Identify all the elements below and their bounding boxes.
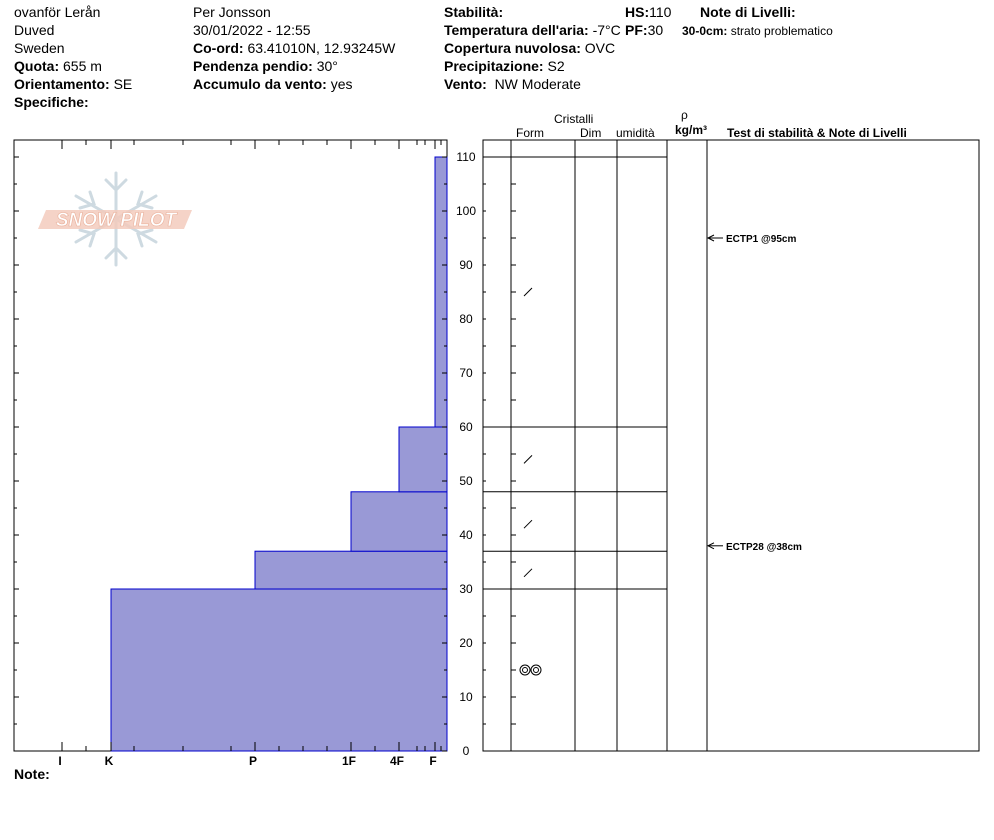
slope-label: Pendenza pendio: <box>193 58 313 74</box>
grain-symbol <box>531 665 541 675</box>
elevation-value: 655 m <box>63 58 102 74</box>
tests-notes-header: Test di stabilità & Note di Livelli <box>727 126 907 140</box>
layer-bar <box>111 589 447 751</box>
observer: Per Jonsson <box>193 4 271 20</box>
layer-notes-label: Note di Livelli: <box>700 4 796 20</box>
specifics-label: Specifiche: <box>14 94 89 110</box>
moisture-header: umidità <box>616 126 655 140</box>
layer-note-text: strato problematico <box>730 24 833 38</box>
precip-label: Precipitazione: <box>444 58 544 74</box>
depth-label: 70 <box>459 366 473 380</box>
windload-label: Accumulo da vento: <box>193 76 327 92</box>
test-label: ECTP1 @95cm <box>726 234 797 245</box>
depth-label: 50 <box>459 474 473 488</box>
slope-value: 30° <box>316 58 338 74</box>
aspect-value: SE <box>113 76 133 92</box>
grain-symbol <box>523 668 528 673</box>
density-unit: kg/m³ <box>675 123 708 137</box>
grain-symbol <box>524 520 532 528</box>
wind-value: NW Moderate <box>494 76 581 92</box>
notes-label: Note: <box>14 766 50 782</box>
stability-label: Stabilità: <box>444 4 504 20</box>
grain-symbol <box>524 569 532 577</box>
hardness-label: F <box>429 754 437 768</box>
depth-label: 60 <box>459 420 473 434</box>
logo-text: SNOW PILOT <box>55 210 177 231</box>
depth-label: 0 <box>462 744 470 758</box>
hardness-label: 1F <box>341 754 357 768</box>
depth-label: 10 <box>459 690 473 704</box>
depth-label: 80 <box>459 312 473 326</box>
hardness-label: I <box>58 754 62 768</box>
pf-value: 30 <box>647 22 664 38</box>
depth-label: 90 <box>459 258 473 272</box>
depth-label: 110 <box>456 150 476 164</box>
layer-table <box>456 140 979 758</box>
grain-symbol <box>534 668 539 673</box>
cloud-value: OVC <box>584 40 616 56</box>
crystals-header: Cristalli <box>554 112 594 126</box>
layer-bar <box>255 551 447 589</box>
hs-value: 110 <box>649 4 672 20</box>
grain-symbol <box>520 665 530 675</box>
windload-value: yes <box>330 76 353 92</box>
layer-note-range: 30-0cm: <box>682 24 728 38</box>
form-header: Form <box>516 126 544 140</box>
hardness-profile <box>14 140 447 768</box>
table-frame <box>483 140 979 751</box>
grain-symbol <box>524 455 532 463</box>
wind-label: Vento: <box>444 76 487 92</box>
depth-label: 30 <box>459 582 473 596</box>
precip-value: S2 <box>547 58 565 74</box>
datetime: 30/01/2022 - 12:55 <box>193 22 311 38</box>
cloud-label: Copertura nuvolosa: <box>444 40 581 56</box>
region: Duved <box>14 22 55 38</box>
hardness-label: P <box>248 754 258 768</box>
airtemp-value: -7°C <box>592 22 621 38</box>
country: Sweden <box>14 40 65 56</box>
depth-label: 20 <box>459 636 473 650</box>
layer-bar <box>399 427 447 492</box>
hardness-label: K <box>104 754 114 768</box>
coord-value: 63.41010N, 12.93245W <box>247 40 396 56</box>
layer-bar <box>351 492 447 551</box>
airtemp-label: Temperatura dell'aria: <box>444 22 589 38</box>
coord-label: Co-ord: <box>193 40 244 56</box>
depth-label: 100 <box>455 204 477 218</box>
snowpilot-logo <box>38 173 192 265</box>
hs-label: HS: <box>625 4 650 20</box>
hardness-label: 4F <box>389 754 405 768</box>
pf-label: PF: <box>625 22 648 38</box>
aspect-label: Orientamento: <box>14 76 110 92</box>
elevation-label: Quota: <box>14 58 60 74</box>
test-label: ECTP28 @38cm <box>726 541 802 553</box>
grain-symbol <box>524 288 532 296</box>
location: ovanför Lerån <box>14 4 101 20</box>
depth-label: 40 <box>459 528 473 542</box>
density-symbol: ρ <box>681 108 688 122</box>
size-header: Dim <box>580 126 602 140</box>
